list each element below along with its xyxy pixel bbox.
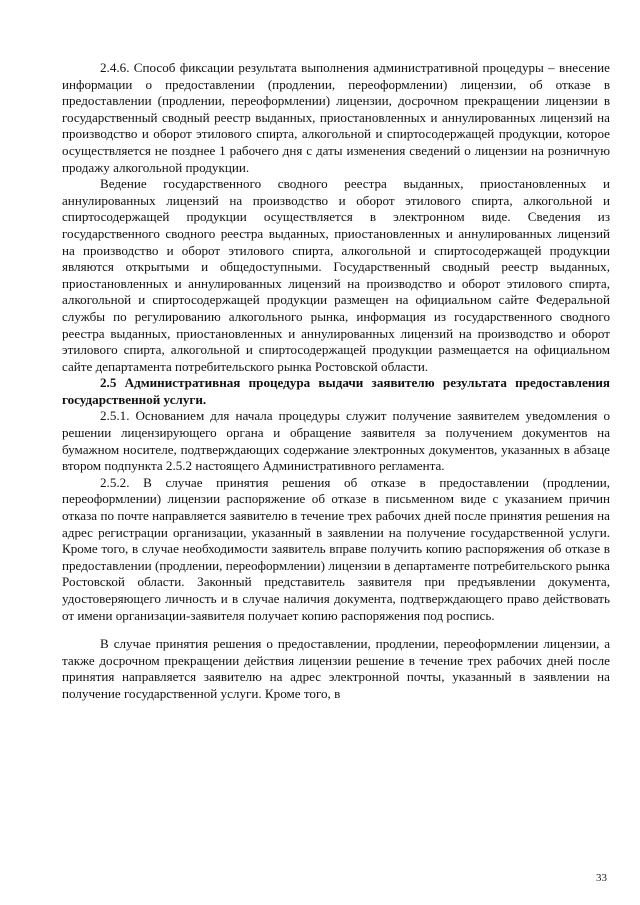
paragraph-registry: Ведение государственного сводного реестра выданных, приостановленных и аннулированных лицензий на производство и оборот этилового спирта, алкогольной и спиртосодержащей продукции осуществляется в электронном виде. Сведения из государственного сводного реестра выданных, приостановленных и аннулированных лицензий на производство и оборот этилового спирта, алкогольной и спиртосодержащей продукции являются открытыми и общедоступными. Государственный сводный реестр выданных, приостановленных и аннулированных лицензий на производство и оборот этилового спирта, алкогольной и спиртосодержащей продукции размещен на официальном сайте Федеральной службы по регулированию алкогольного рынка, информация из государственного сводного реестра выданных, приостановленных и аннулированных лицензий на производство и оборот этилового спирта, алкогольной и спиртосодержащей продукции размещается на официальном сайте департамента потребительского рынка Ростовской области. [62,176,610,374]
paragraph-decision: В случае принятия решения о предоставлении, продлении, переоформлении лицензии, а также досрочном прекращении действия лицензии решение в течение трех рабочих дней после принятия направляется заявителю на адрес электронной почты, указанный в заявлении на получение государственной услуги. Кроме того, в [62,636,610,701]
paragraph-2-5-1: 2.5.1. Основанием для начала процедуры служит получение заявителем уведомления о решении лицензирующего органа и обращение заявителя за получением документов на бумажном носителе, подтверждающих содержание электронных документов, указанных в абзаце втором подпункта 2.5.2 настоящего Административного регламента. [62,408,610,474]
document-page [62,60,610,703]
section-heading-2-5: 2.5 Административная процедура выдачи заявителю результата предоставления государственной услуги. [62,375,610,407]
page-number: 33 [596,872,607,884]
paragraph-2-5-2: 2.5.2. В случае принятия решения об отказе в предоставлении (продлении, переоформлении) лицензии распоряжение об отказе в письменном виде с указанием причин отказа по почте направляется заявителю в течение трех рабочих дней после принятия решения на адрес регистрации организации, указанный в заявлении на получение государственной услуги. Кроме того, в случае необходимости заявитель вправе получить копию распоряжения об отказе в предоставлении (продлении, переоформлении) лицензии в департаменте потребительского рынка Ростовской области. Законный представитель заявителя при предъявлении документа, удостоверяющего личность и в случае наличия документа, подтверждающего право действовать от имени организации-заявителя получает копию распоряжения под роспись. [62,474,610,623]
paragraph-2-4-6: 2.4.6. Способ фиксации результата выполнения административной процедуры – внесение информации о предоставлении (продлении, переоформлении) лицензии, об отказе в предоставлении (продлении, переоформлении) лицензии, досрочном прекращении лицензии в государственный сводный реестр выданных, приостановленных и аннулированных лицензий на производство и оборот этилового спирта, алкогольной и спиртосодержащей продукции, которое осуществляется не позднее 1 рабочего дня с даты изменения сведений о лицензии на розничную продажу алкогольной продукции. [62,60,610,175]
